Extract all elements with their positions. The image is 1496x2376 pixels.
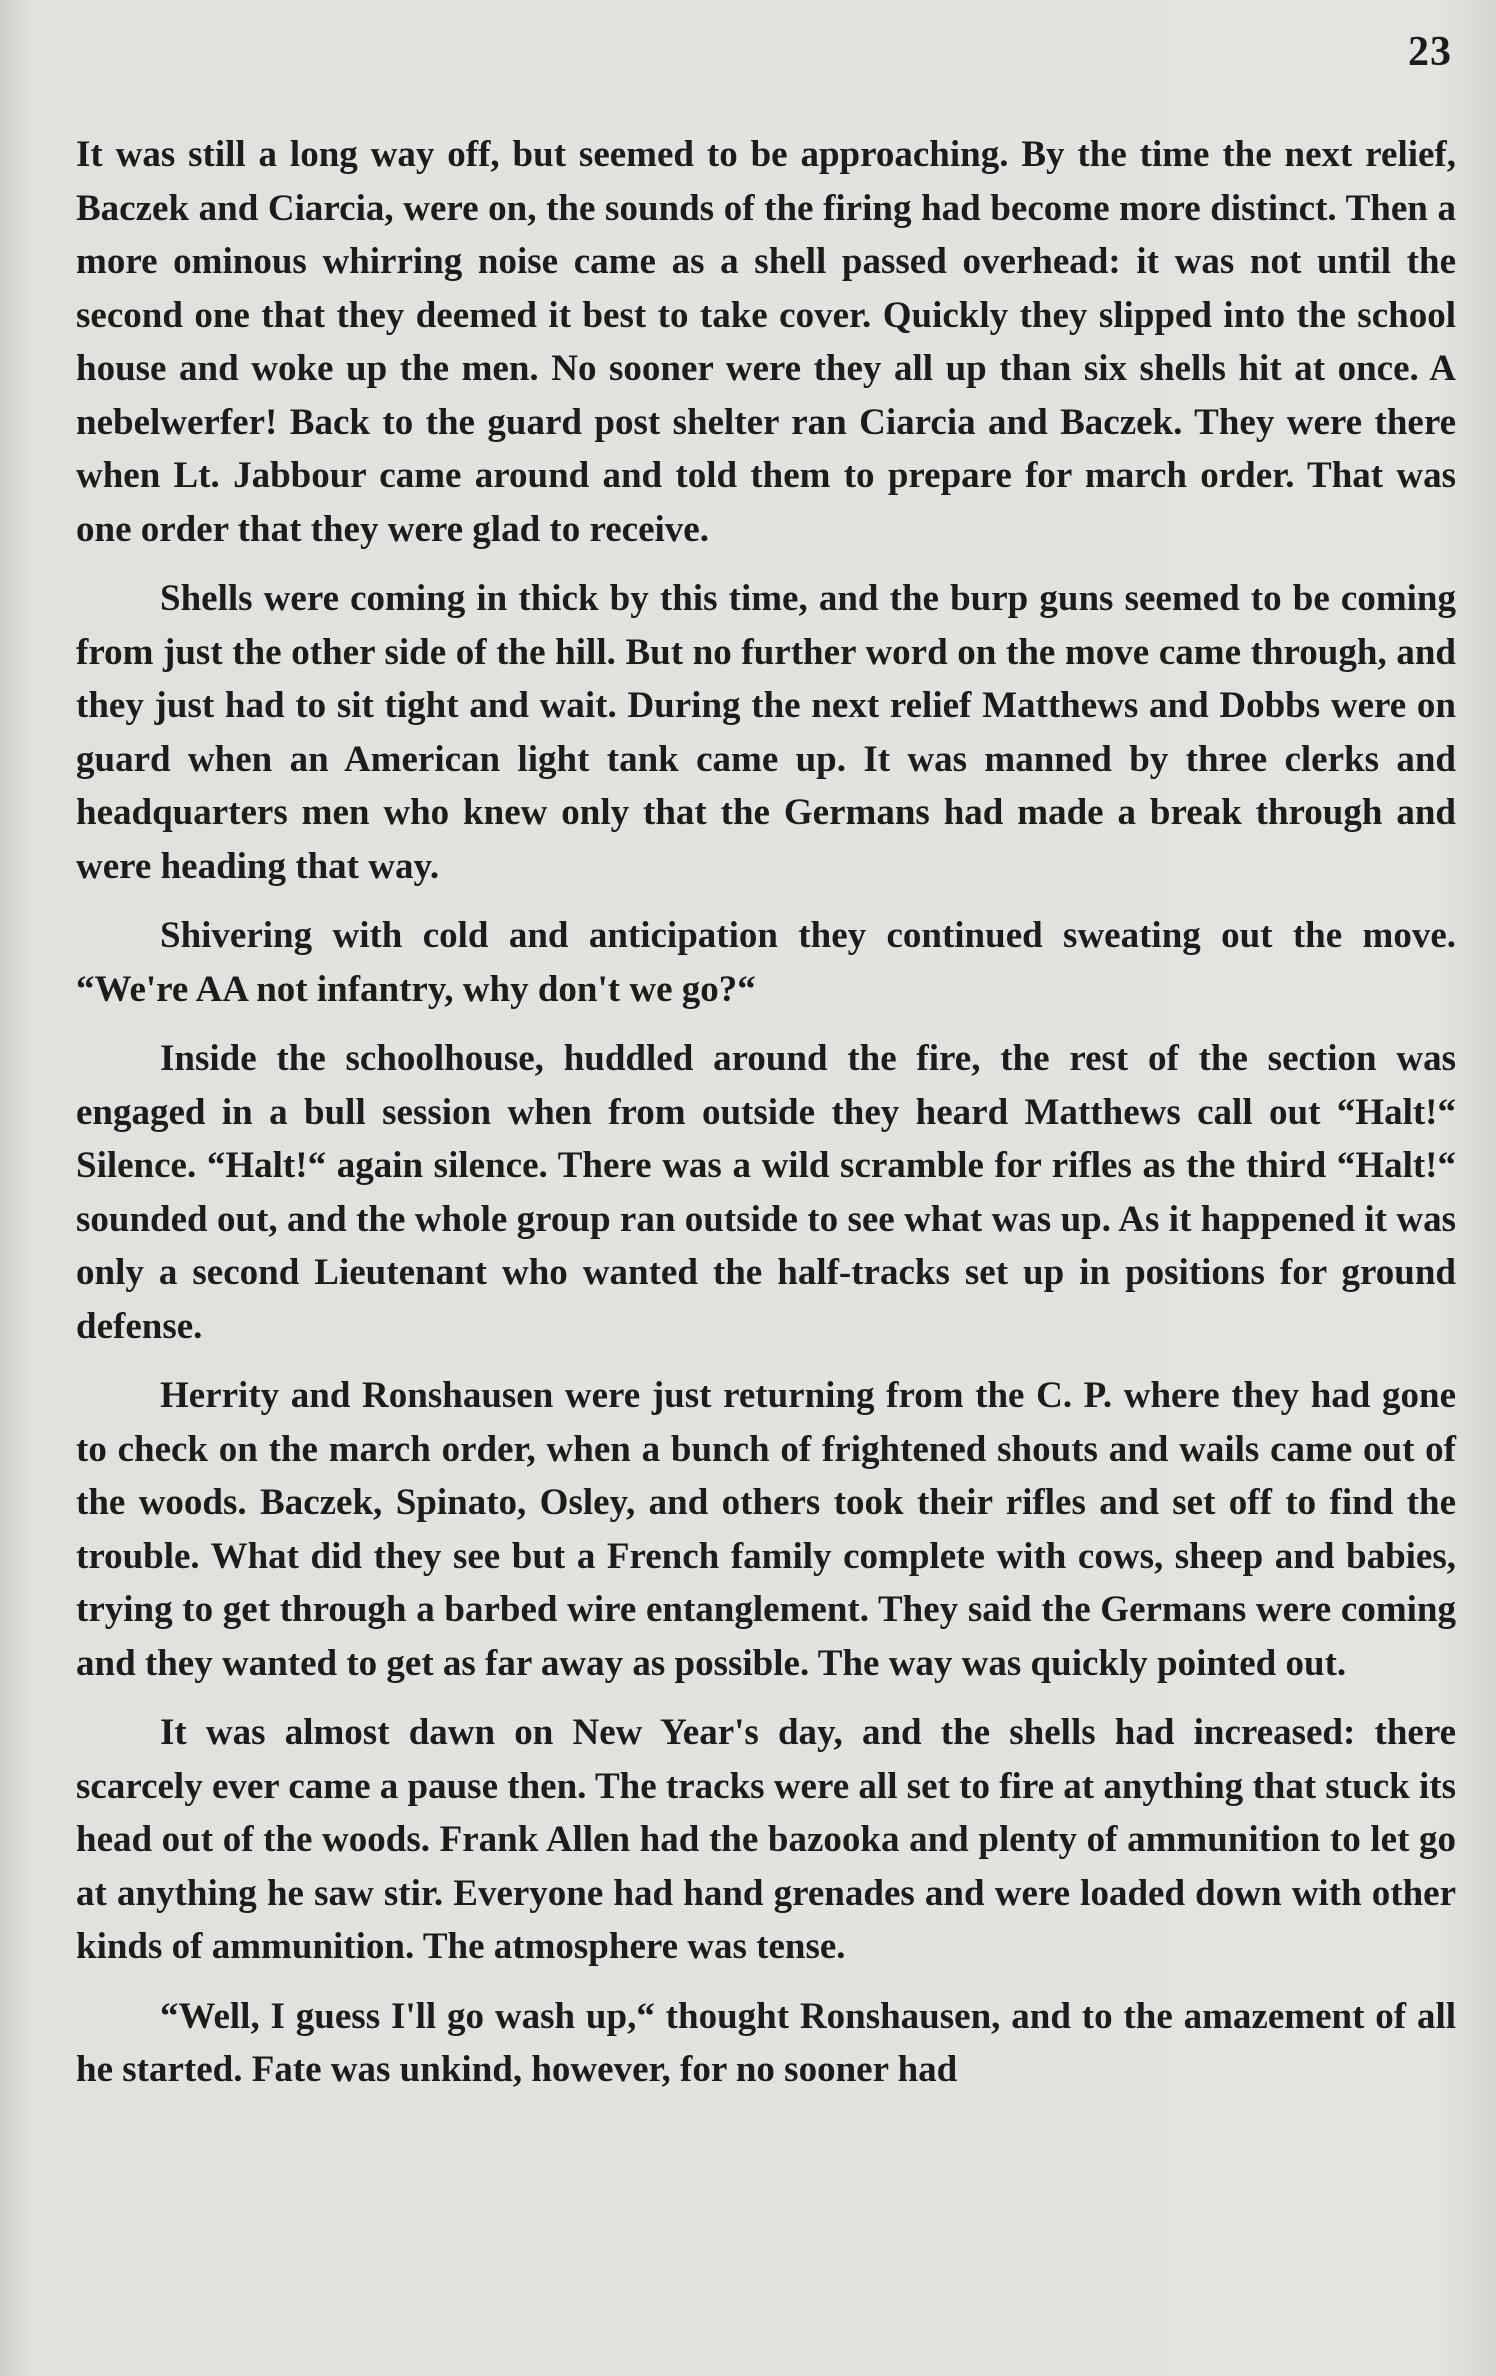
paragraph: Shivering with cold and anticipation they continued sweating out the move. “We're AA not infantry, why don't we go?“	[76, 915, 1456, 1010]
paragraph: Herrity and Ronshausen were just returning from the C. P. where they had gone to check on the march order, when a bunch of frightened shouts and wails came out of the woods. Baczek, Spinato, Osley, and others took their rifles and set off to find the trouble. What did they see but a French family complete with cows, sheep and babies, trying to get through a barbed wire entanglement. They said the Germans were coming and they wanted to get as far away as possible. The way was quickly pointed out.	[76, 1375, 1456, 1684]
paragraph: “Well, I guess I'll go wash up,“ thought Ronshausen, and to the amazement of all he started. Fate was unkind, however, for no sooner had	[76, 1995, 1456, 2090]
paragraph: Inside the schoolhouse, huddled around the fire, the rest of the section was engaged in a bull session when from outside they heard Matthews call out “Halt!“ Silence. “Halt!“ again silence. There was a wild scramble for rifles as the third “Halt!“ sounded out, and the whole group ran outside to see what was up. As it happened it was only a second Lieutenant who wanted the half-tracks set up in positions for ground defense.	[76, 1038, 1456, 1347]
paragraph: Shells were coming in thick by this time, and the burp guns seemed to be coming from just the other side of the hill. But no further word on the move came through, and they just had to sit tight and wait. During the next relief Matthews and Dobbs were on guard when an American light tank came up. It was manned by three clerks and headquarters men who knew only that the Germans had made a break through and were heading that way.	[76, 578, 1456, 887]
page-text-body	[76, 128, 1456, 2113]
paragraph: It was almost dawn on New Year's day, and the shells had increased: there scarcely ever came a pause then. The tracks were all set to fire at anything that stuck its head out of the woods. Frank Allen had the bazooka and plenty of ammunition to let go at anything he saw stir. Everyone had hand grenades and were loaded down with other kinds of ammunition. The atmosphere was tense.	[76, 1712, 1456, 1967]
paragraph: It was still a long way off, but seemed to be approaching. By the time the next relief, Baczek and Ciarcia, were on, the sounds of the firing had become more distinct. Then a more ominous whirring noise came as a shell passed overhead: it was not until the second one that they deemed it best to take cover. Quickly they slipped into the school house and woke up the men. No sooner were they all up than six shells hit at once. A nebelwerfer! Back to the guard post shelter ran Ciarcia and Baczek. They were there when Lt. Jabbour came around and told them to prepare for march order. That was one order that they were glad to receive.	[76, 134, 1456, 550]
page-number: 23	[1408, 29, 1452, 75]
